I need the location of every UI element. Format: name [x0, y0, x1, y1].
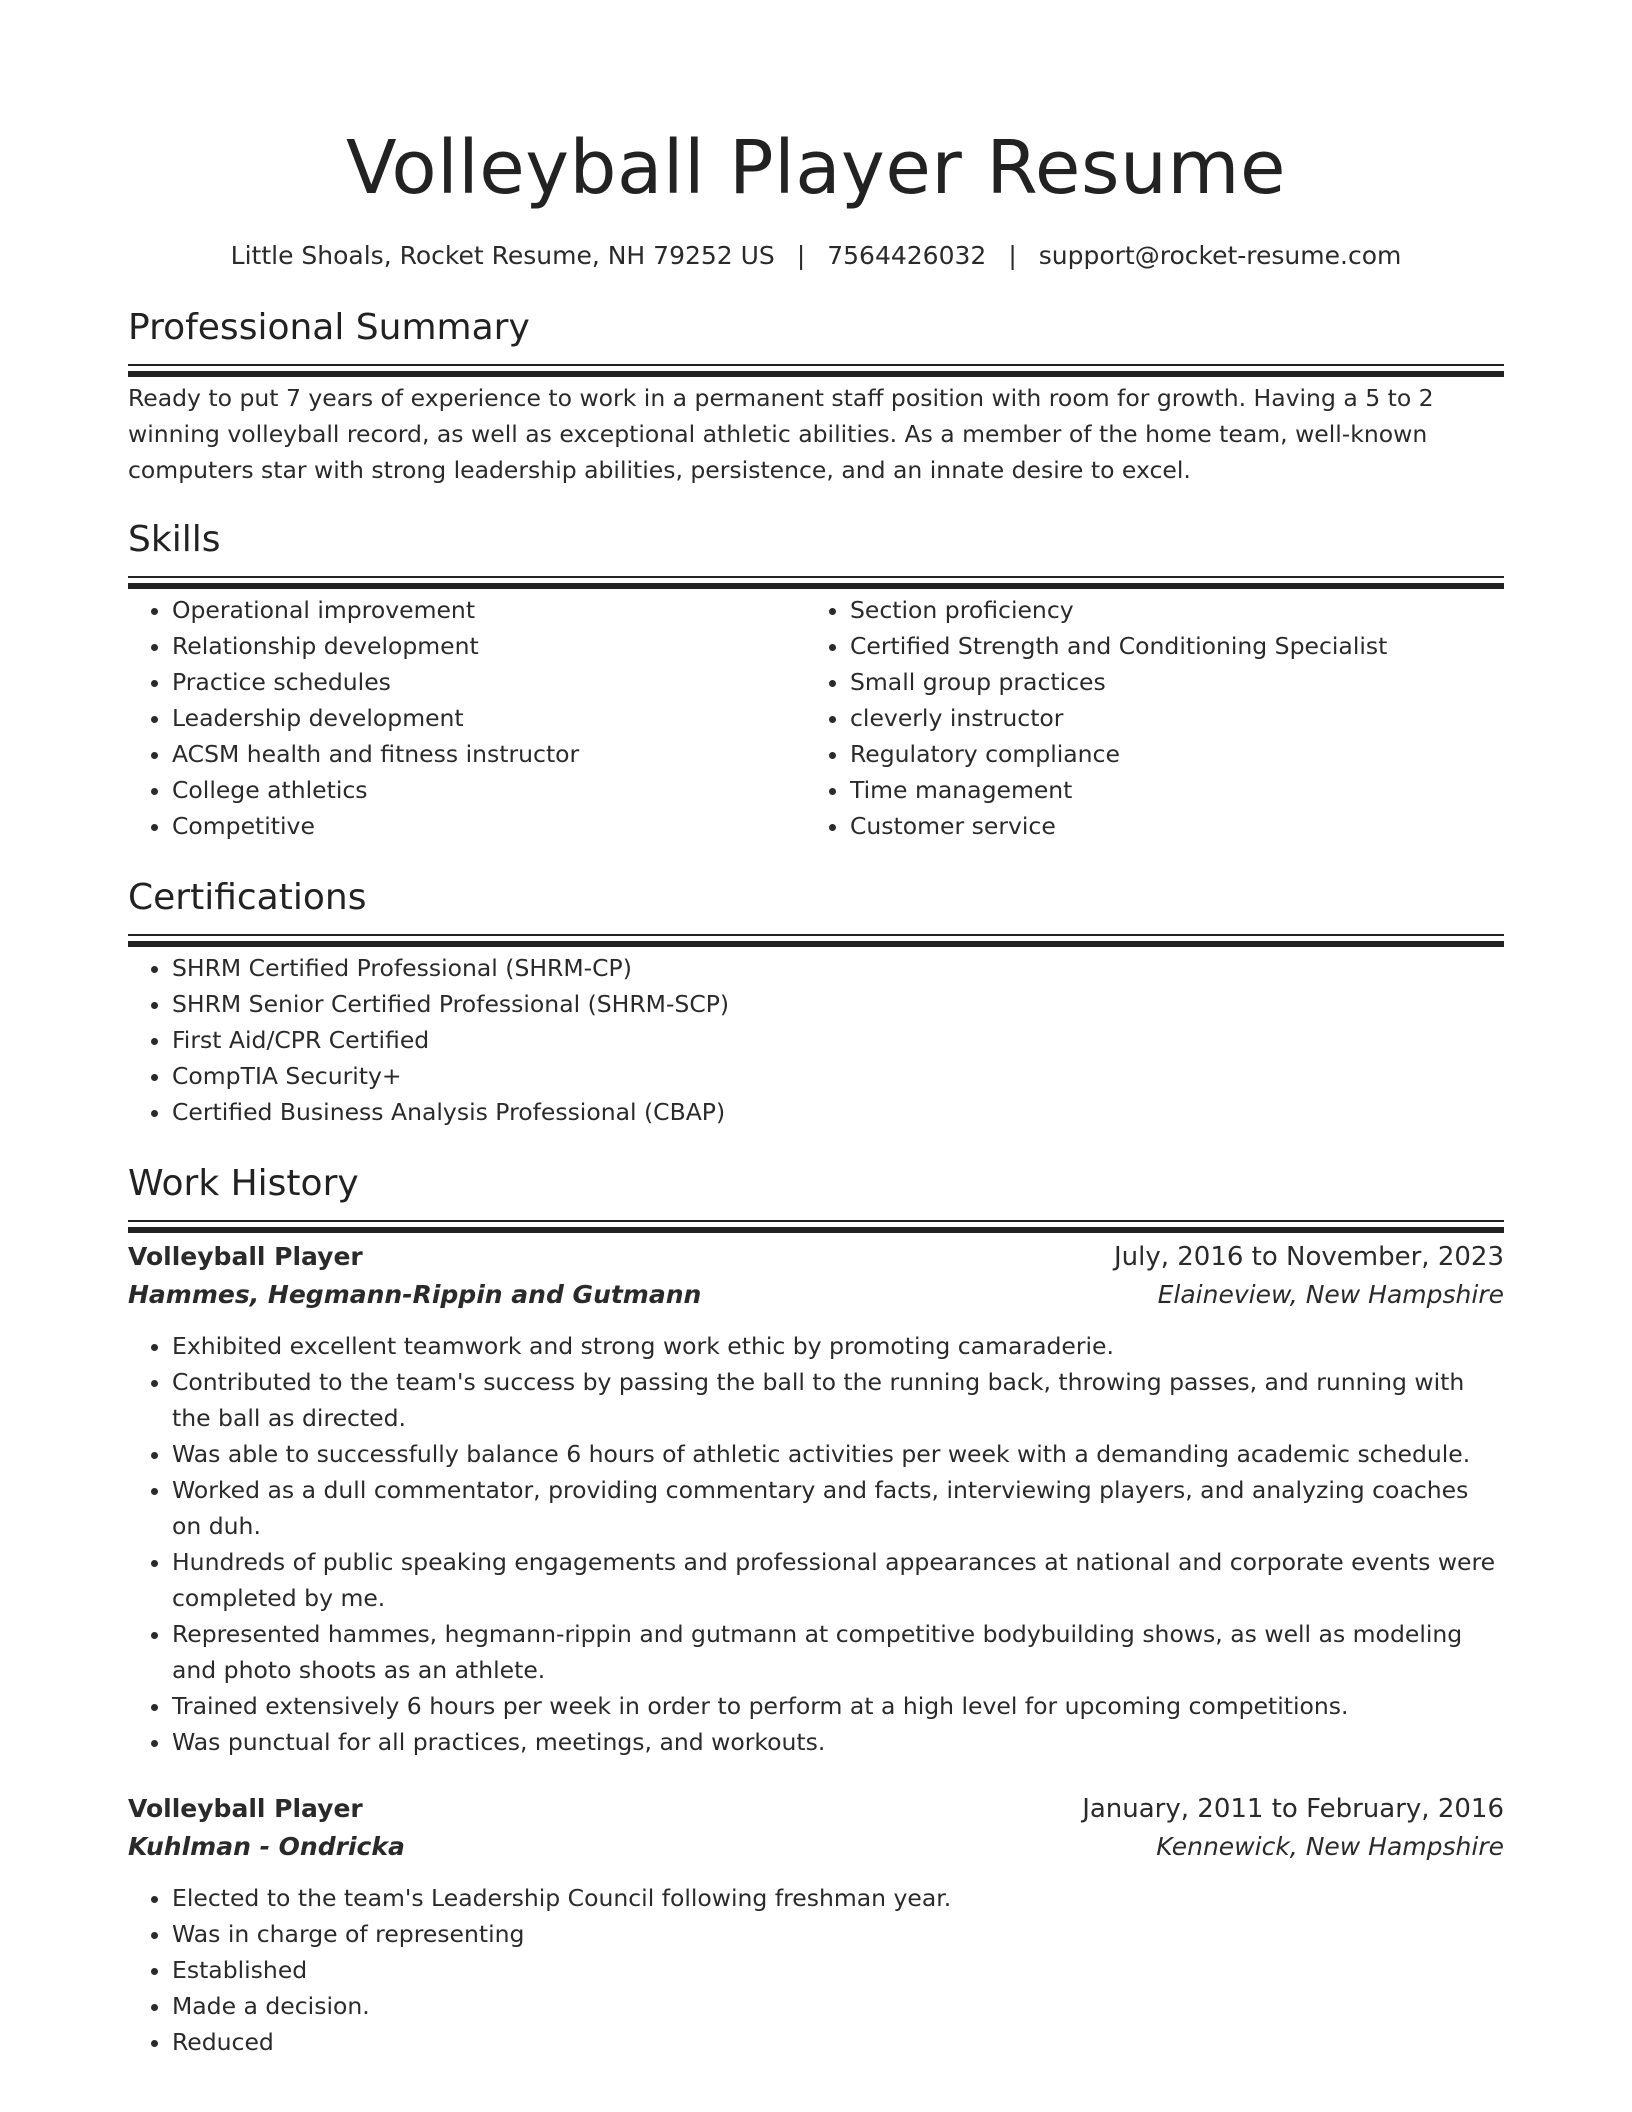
certifications-list — [128, 950, 1504, 1130]
skill-item: • Practice schedules — [172, 664, 806, 700]
contact-email: support@rocket-resume.com — [1038, 241, 1402, 270]
job-location: Kennewick, New Hampshire — [1156, 1832, 1504, 1861]
job-duty: • Represented hammes, hegmann-rippin and gutmann at competitive bodybuilding shows, as well as modeling and photo shoots as an athlete. — [172, 1616, 1504, 1688]
job-duty: • Elected to the team's Leadership Council following freshman year. — [172, 1880, 1504, 1916]
job-duty: • Hundreds of public speaking engagements and professional appearances at national and corporate events were completed by me. — [172, 1544, 1504, 1616]
contact-address: Little Shoals, Rocket Resume, NH 79252 US — [230, 241, 775, 270]
section-divider — [128, 364, 1504, 366]
skills-section — [128, 516, 1504, 844]
job-location: Elaineview, New Hampshire — [1157, 1280, 1504, 1309]
certifications-section — [128, 874, 1504, 1130]
section-heading: Certifications — [128, 877, 367, 918]
job-entry — [128, 1238, 1504, 1760]
skill-item: • Operational improvement — [172, 592, 806, 628]
certification-item: • SHRM Certified Professional (SHRM-CP) — [172, 950, 1504, 986]
skill-item: • Regulatory compliance — [850, 736, 1484, 772]
section-heading: Work History — [128, 1163, 359, 1204]
job-header — [128, 1790, 1504, 1828]
skill-item: • cleverly instructor — [850, 700, 1484, 736]
resume-page — [128, 0, 1504, 2060]
resume-title: Volleyball Player Resume — [345, 125, 1287, 211]
skills-columns — [128, 592, 1504, 844]
skill-item: • Customer service — [850, 808, 1484, 844]
certification-item: • Certified Business Analysis Professional (CBAP) — [172, 1094, 1504, 1130]
professional-summary-section — [128, 304, 1504, 488]
skills-list-right — [806, 592, 1484, 844]
job-header — [128, 1238, 1504, 1276]
job-duty: • Contributed to the team's success by passing the ball to the running back, throwing passes, and running with the ball as directed. — [172, 1364, 1504, 1436]
skill-item: • ACSM health and fitness instructor — [172, 736, 806, 772]
job-company: Hammes, Hegmann-Rippin and Gutmann — [128, 1280, 702, 1309]
section-divider — [128, 934, 1504, 936]
job-duty: • Exhibited excellent teamwork and strong work ethic by promoting camaraderie. — [172, 1328, 1504, 1364]
skills-list-left — [128, 592, 806, 844]
section-heading: Professional Summary — [128, 307, 530, 348]
job-duty: • Reduced — [172, 2024, 1504, 2060]
certification-item: • SHRM Senior Certified Professional (SHRM-SCP) — [172, 986, 1504, 1022]
job-dates: July, 2016 to November, 2023 — [1113, 1242, 1504, 1272]
summary-text: Ready to put 7 years of experience to work in a permanent staff position with room for growth. Having a 5 to 2 winning volleyball record, as well as exceptional athletic abilities. As a member of the home team, well-known computers star with strong leadership abilities, persistence, and an innate desire to excel. — [128, 384, 1434, 484]
skill-item: • College athletics — [172, 772, 806, 808]
job-title: Volleyball Player — [128, 1242, 363, 1271]
work-history-section — [128, 1160, 1504, 2060]
contact-separator: | — [796, 241, 806, 270]
section-divider — [128, 1220, 1504, 1222]
skill-item: • Leadership development — [172, 700, 806, 736]
job-entry — [128, 1790, 1504, 2060]
skill-item: • Relationship development — [172, 628, 806, 664]
job-subheader — [128, 1276, 1504, 1314]
skill-item: • Competitive — [172, 808, 806, 844]
job-duty: • Made a decision. — [172, 1988, 1504, 2024]
section-heading: Skills — [128, 519, 221, 560]
skill-item: • Time management — [850, 772, 1484, 808]
job-duty: • Established — [172, 1952, 1504, 1988]
job-duty: • Trained extensively 6 hours per week in order to perform at a high level for upcoming competitions. — [172, 1688, 1504, 1724]
job-duties-list — [128, 1880, 1504, 2060]
job-duty: • Was able to successfully balance 6 hours of athletic activities per week with a demanding academic schedule. — [172, 1436, 1504, 1472]
contact-separator: | — [1008, 241, 1017, 270]
skill-item: • Certified Strength and Conditioning Specialist — [850, 628, 1484, 664]
skill-item: • Small group practices — [850, 664, 1484, 700]
job-dates: January, 2011 to February, 2016 — [1082, 1794, 1504, 1824]
job-subheader — [128, 1828, 1504, 1866]
job-duties-list — [128, 1328, 1504, 1760]
job-company: Kuhlman - Ondricka — [128, 1832, 405, 1861]
skill-item: • Section proficiency — [850, 592, 1484, 628]
certification-item: • First Aid/CPR Certified — [172, 1022, 1504, 1058]
certification-item: • CompTIA Security+ — [172, 1058, 1504, 1094]
job-title: Volleyball Player — [128, 1794, 363, 1823]
job-duty: • Worked as a dull commentator, providing commentary and facts, interviewing players, and analyzing coaches on duh. — [172, 1472, 1504, 1544]
section-divider — [128, 576, 1504, 578]
contact-line — [128, 238, 1504, 274]
job-duty: • Was in charge of representing — [172, 1916, 1504, 1952]
contact-phone: 7564426032 — [827, 241, 987, 270]
job-duty: • Was punctual for all practices, meetings, and workouts. — [172, 1724, 1504, 1760]
